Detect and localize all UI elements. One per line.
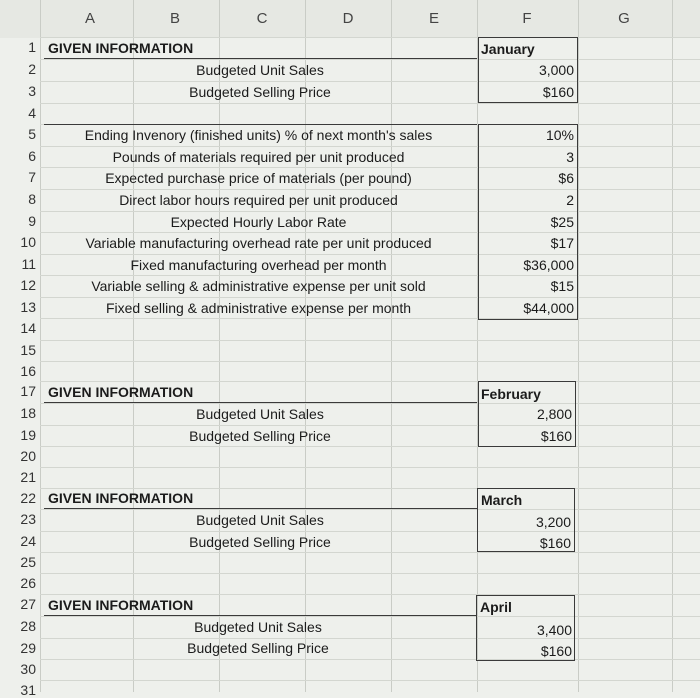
row-number[interactable]: 4 bbox=[28, 105, 36, 121]
budgeted-unit-sales-label: Budgeted Unit Sales bbox=[196, 512, 324, 528]
row-number[interactable]: 21 bbox=[20, 469, 36, 485]
march-unit-sales-value[interactable]: 3,200 bbox=[535, 514, 571, 530]
row-number[interactable]: 25 bbox=[20, 554, 36, 570]
column-header-c[interactable]: C bbox=[256, 10, 268, 27]
row-number[interactable]: 2 bbox=[28, 61, 36, 77]
month-label-february: February bbox=[481, 386, 541, 402]
budgeted-unit-sales-label: Budgeted Unit Sales bbox=[196, 406, 324, 422]
row-number[interactable]: 19 bbox=[20, 427, 36, 443]
assumption-value[interactable]: $44,000 bbox=[523, 300, 574, 316]
column-header-bar bbox=[0, 0, 700, 38]
assumption-value[interactable]: 3 bbox=[566, 149, 574, 165]
budgeted-selling-price-label: Budgeted Selling Price bbox=[189, 428, 331, 444]
row-number[interactable]: 1 bbox=[28, 39, 36, 55]
column-header-g[interactable]: G bbox=[618, 10, 630, 27]
budgeted-unit-sales-label: Budgeted Unit Sales bbox=[194, 619, 322, 635]
assumption-label: Pounds of materials required per unit produced bbox=[112, 149, 405, 165]
row-number[interactable]: 27 bbox=[20, 596, 36, 612]
column-header-b[interactable]: B bbox=[169, 10, 180, 27]
row-number[interactable]: 3 bbox=[28, 83, 36, 99]
march-selling-price-value[interactable]: $160 bbox=[539, 535, 571, 551]
row-number[interactable]: 6 bbox=[28, 148, 36, 164]
column-header-d[interactable]: D bbox=[342, 10, 354, 27]
given-information-header-january: GIVEN INFORMATION bbox=[48, 40, 194, 56]
assumption-value[interactable]: 10% bbox=[545, 127, 574, 143]
given-information-header-february: GIVEN INFORMATION bbox=[48, 384, 194, 400]
row-number[interactable]: 8 bbox=[28, 191, 36, 207]
row-number[interactable]: 17 bbox=[20, 383, 36, 399]
budgeted-selling-price-label: Budgeted Selling Price bbox=[189, 534, 331, 550]
column-header-a[interactable]: A bbox=[84, 10, 95, 27]
column-header-f[interactable]: F bbox=[522, 10, 532, 27]
assumption-label: Expected Hourly Labor Rate bbox=[170, 214, 347, 230]
row-number[interactable]: 29 bbox=[20, 640, 36, 656]
assumption-label: Expected purchase price of materials (per pound) bbox=[105, 170, 412, 186]
assumption-value[interactable]: $36,000 bbox=[523, 257, 574, 273]
row-number[interactable]: 31 bbox=[20, 682, 36, 698]
assumption-label: Fixed selling & administrative expense per month bbox=[105, 300, 412, 316]
assumption-value[interactable]: $15 bbox=[550, 278, 574, 294]
row-number[interactable]: 9 bbox=[28, 213, 36, 229]
january-selling-price-value[interactable]: $160 bbox=[542, 84, 574, 100]
april-unit-sales-value[interactable]: 3,400 bbox=[536, 622, 572, 638]
row-number[interactable]: 16 bbox=[20, 363, 36, 379]
month-label-january: January bbox=[481, 41, 535, 57]
budgeted-unit-sales-label: Budgeted Unit Sales bbox=[196, 62, 324, 78]
column-header-e[interactable]: E bbox=[428, 10, 439, 27]
assumption-value[interactable]: 2 bbox=[566, 192, 574, 208]
given-information-header-april: GIVEN INFORMATION bbox=[48, 597, 194, 613]
row-number[interactable]: 15 bbox=[20, 342, 36, 358]
assumption-label: Ending Invenory (finished units) % of next month's sales bbox=[84, 127, 433, 143]
budgeted-selling-price-label: Budgeted Selling Price bbox=[189, 84, 331, 100]
assumption-value[interactable]: $6 bbox=[558, 170, 574, 186]
row-number[interactable]: 11 bbox=[21, 256, 36, 272]
assumption-label: Variable selling & administrative expense per unit sold bbox=[91, 278, 426, 294]
row-number[interactable]: 10 bbox=[20, 234, 36, 250]
assumption-label: Fixed manufacturing overhead per month bbox=[130, 257, 387, 273]
row-number[interactable]: 18 bbox=[20, 405, 36, 421]
row-number[interactable]: 20 bbox=[20, 448, 36, 464]
row-number[interactable]: 14 bbox=[20, 320, 36, 336]
given-information-header-march: GIVEN INFORMATION bbox=[48, 490, 194, 506]
january-unit-sales-value[interactable]: 3,000 bbox=[538, 62, 574, 78]
row-number[interactable]: 22 bbox=[20, 490, 36, 506]
row-number[interactable]: 24 bbox=[20, 533, 36, 549]
month-label-april: April bbox=[480, 599, 512, 615]
row-number[interactable]: 7 bbox=[28, 169, 36, 185]
assumption-label: Variable manufacturing overhead rate per unit produced bbox=[85, 235, 432, 251]
row-number[interactable]: 28 bbox=[20, 618, 36, 634]
assumption-value[interactable]: $25 bbox=[550, 214, 574, 230]
february-unit-sales-value[interactable]: 2,800 bbox=[536, 406, 572, 422]
month-label-march: March bbox=[481, 492, 523, 508]
row-number[interactable]: 5 bbox=[28, 126, 36, 142]
row-number[interactable]: 23 bbox=[20, 511, 36, 527]
row-number[interactable]: 30 bbox=[20, 661, 36, 677]
april-selling-price-value[interactable]: $160 bbox=[540, 643, 572, 659]
row-number[interactable]: 13 bbox=[20, 299, 36, 315]
row-number[interactable]: 26 bbox=[20, 575, 36, 591]
february-selling-price-value[interactable]: $160 bbox=[540, 428, 572, 444]
assumption-value[interactable]: $17 bbox=[550, 235, 574, 251]
row-number[interactable]: 12 bbox=[20, 277, 36, 293]
assumption-label: Direct labor hours required per unit produced bbox=[119, 192, 398, 208]
budgeted-selling-price-label: Budgeted Selling Price bbox=[187, 640, 329, 656]
